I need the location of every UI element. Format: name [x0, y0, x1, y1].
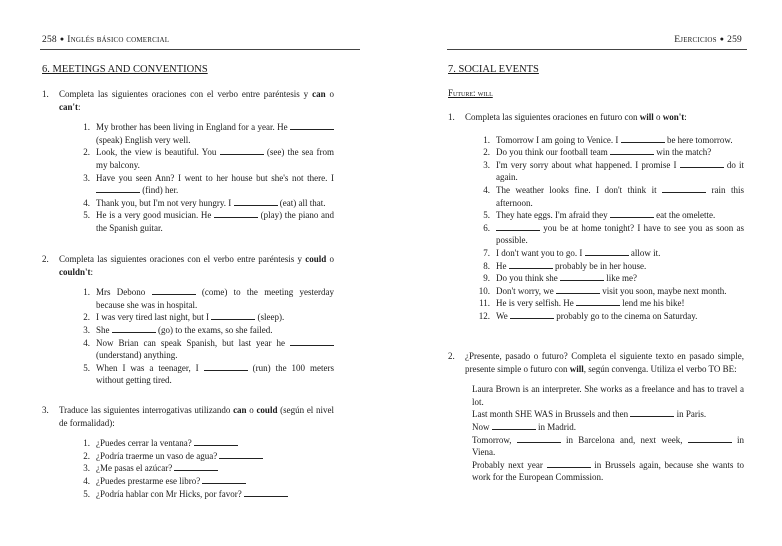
- passage-line: Tomorrow, in Barcelona and, next week, in Viena.: [472, 434, 744, 458]
- exercise-instruction: Completa las siguientes oraciones en futuro con will o won't:: [465, 112, 687, 122]
- answer-blank[interactable]: [630, 409, 674, 417]
- exercise-item: 4. Now Brian can speak Spanish, but last year he (understand) anything.: [70, 337, 334, 362]
- exercise-item: 5. ¿Podría hablar con Mr Hicks, por favor?: [70, 488, 334, 501]
- exercise-item: 2. Do you think our football team win the match?: [483, 147, 712, 158]
- answer-blank[interactable]: [610, 147, 654, 155]
- right-running-head: Ejercicios ● 259: [674, 35, 742, 45]
- left-header-title: Inglés básico comercial: [67, 35, 170, 45]
- exercise-item: 6. you be at home tonight? I have to see you as soon as possible.: [483, 222, 744, 246]
- left-section-title: 6. MEETINGS AND CONVENTIONS: [42, 64, 208, 75]
- exercise-item: 4. The weather looks fine. I don't think it rain this afternoon.: [483, 184, 745, 208]
- left-header-rule: [40, 49, 360, 50]
- exercise-block: [42, 88, 334, 235]
- answer-blank[interactable]: [688, 435, 732, 443]
- exercise-item: 8. He probably be in her house.: [483, 260, 647, 271]
- exercise-number: 1.: [42, 89, 49, 99]
- passage-line: Laura Brown is an interpreter. She works as a freelance and has to travel a lot.: [472, 384, 744, 407]
- exercise-block: [42, 404, 334, 500]
- answer-blank[interactable]: [547, 460, 591, 468]
- answer-blank[interactable]: [112, 325, 156, 333]
- answer-blank[interactable]: [219, 451, 263, 459]
- right-header-title: Ejercicios: [674, 35, 717, 45]
- answer-blank[interactable]: [194, 438, 238, 446]
- exercise-item: 5. He is a very good musician. He (play) the piano and the Spanish guitar.: [83, 210, 334, 233]
- exercise-number: 3.: [42, 405, 49, 415]
- right-section-title: 7. SOCIAL EVENTS: [448, 64, 539, 75]
- answer-blank[interactable]: [220, 147, 264, 155]
- exercise-instruction: Completa las siguientes oraciones con el verbo entre paréntesis y can o can't:: [59, 89, 334, 112]
- answer-blank[interactable]: [492, 422, 536, 430]
- answer-blank[interactable]: [556, 286, 600, 294]
- answer-blank[interactable]: [517, 435, 561, 443]
- exercise-item: 2. ¿Podría traerme un vaso de agua?: [70, 450, 334, 463]
- exercise-item: 11. He is very selfish. He lend me his bike!: [479, 298, 685, 309]
- right-page: [391, 0, 782, 546]
- exercise-instruction: Completa las siguientes oraciones con el verbo entre paréntesis y could o couldn't:: [59, 254, 334, 277]
- exercise-block: [448, 111, 744, 323]
- right-subheading: Future: will: [448, 88, 493, 98]
- answer-blank[interactable]: [496, 223, 540, 231]
- answer-blank[interactable]: [202, 476, 246, 484]
- right-page-number: 259: [727, 35, 742, 45]
- exercise-item: 5. They hate eggs. I'm afraid they eat the omelette.: [483, 210, 716, 221]
- answer-blank[interactable]: [204, 363, 248, 371]
- answer-blank[interactable]: [585, 248, 629, 256]
- answer-blank[interactable]: [211, 312, 255, 320]
- exercise-item: 2. I was very tired last night, but I (sleep).: [83, 312, 285, 323]
- exercise-item: 10. Don't worry, we visit you soon, maybe next month.: [478, 285, 727, 296]
- right-header-rule: [447, 49, 747, 50]
- exercise-item: 3. ¿Me pasas el azúcar?: [70, 462, 334, 475]
- exercise-item: 5. When I was a teenager, I (run) the 100 meters without getting tired.: [83, 362, 335, 386]
- answer-blank[interactable]: [174, 463, 218, 471]
- passage: [448, 383, 744, 484]
- passage-line: Probably next year in Brussels again, because she wants to work for the European Commission.: [472, 459, 745, 483]
- answer-blank[interactable]: [96, 185, 140, 193]
- passage-line: Now in Madrid.: [472, 421, 576, 432]
- answer-blank[interactable]: [244, 489, 288, 497]
- exercise-number: 1.: [448, 112, 455, 122]
- answer-blank[interactable]: [152, 287, 196, 295]
- exercise-item: 9. Do you think she like me?: [483, 273, 637, 284]
- exercise-item: 7. I don't want you to go. I allow it.: [483, 247, 661, 258]
- answer-blank[interactable]: [576, 298, 620, 306]
- answer-blank[interactable]: [234, 198, 278, 206]
- exercise-block: [448, 350, 744, 484]
- answer-blank[interactable]: [560, 273, 604, 281]
- exercise-item: 2. Look, the view is beautiful. You (see) the sea from my balcony.: [83, 147, 335, 170]
- exercise-item: 1. Tomorrow I am going to Venice. I be here tomorrow.: [483, 134, 733, 145]
- answer-blank[interactable]: [290, 338, 334, 346]
- exercise-item: 4. ¿Puedes prestarme ese libro?: [70, 475, 334, 488]
- answer-blank[interactable]: [621, 135, 665, 143]
- exercise-item: 12. We probably go to the cinema on Saturday.: [478, 310, 698, 321]
- answer-blank[interactable]: [290, 122, 334, 130]
- left-running-head: 258 ● Inglés básico comercial: [42, 35, 170, 45]
- exercise-item: 1. Mrs Debono (come) to the meeting yesterday because she was in hospital.: [83, 287, 334, 310]
- left-page-number: 258: [42, 35, 57, 45]
- exercise-item: 1. ¿Puedes cerrar la ventana?: [70, 437, 334, 450]
- exercise-number: 2.: [448, 351, 455, 361]
- exercise-item: 3. I'm very sorry about what happened. I promise I do it again.: [483, 159, 744, 183]
- answer-blank[interactable]: [510, 311, 554, 319]
- answer-blank[interactable]: [680, 160, 724, 168]
- answer-blank[interactable]: [610, 210, 654, 218]
- answer-blank[interactable]: [662, 185, 706, 193]
- exercise-item: 4. Thank you, but I'm not very hungry. I (eat) all that.: [83, 197, 326, 208]
- exercise-item: 1. My brother has been living in England for a year. He (speak) English very well.: [70, 121, 334, 146]
- exercise-instruction: ¿Presente, pasado o futuro? Completa el siguiente texto en pasado simple, presente simple o futuro con will, según convenga. Utiliza el verbo TO BE:: [465, 351, 744, 374]
- exercise-instruction: Traduce las siguientes interrogativas utilizando can o could (según el nivel de formalidad):: [59, 405, 334, 428]
- answer-blank[interactable]: [214, 210, 258, 218]
- exercise-number: 2.: [42, 254, 49, 264]
- exercise-block: [42, 253, 334, 387]
- exercise-item: 3. She (go) to the exams, so she failed.: [83, 324, 273, 335]
- passage-line: Last month SHE WAS in Brussels and then in Paris.: [472, 409, 707, 420]
- exercise-item: 3. Have you seen Ann? I went to her house but she's not there. I (find) her.: [83, 172, 334, 196]
- answer-blank[interactable]: [509, 261, 553, 269]
